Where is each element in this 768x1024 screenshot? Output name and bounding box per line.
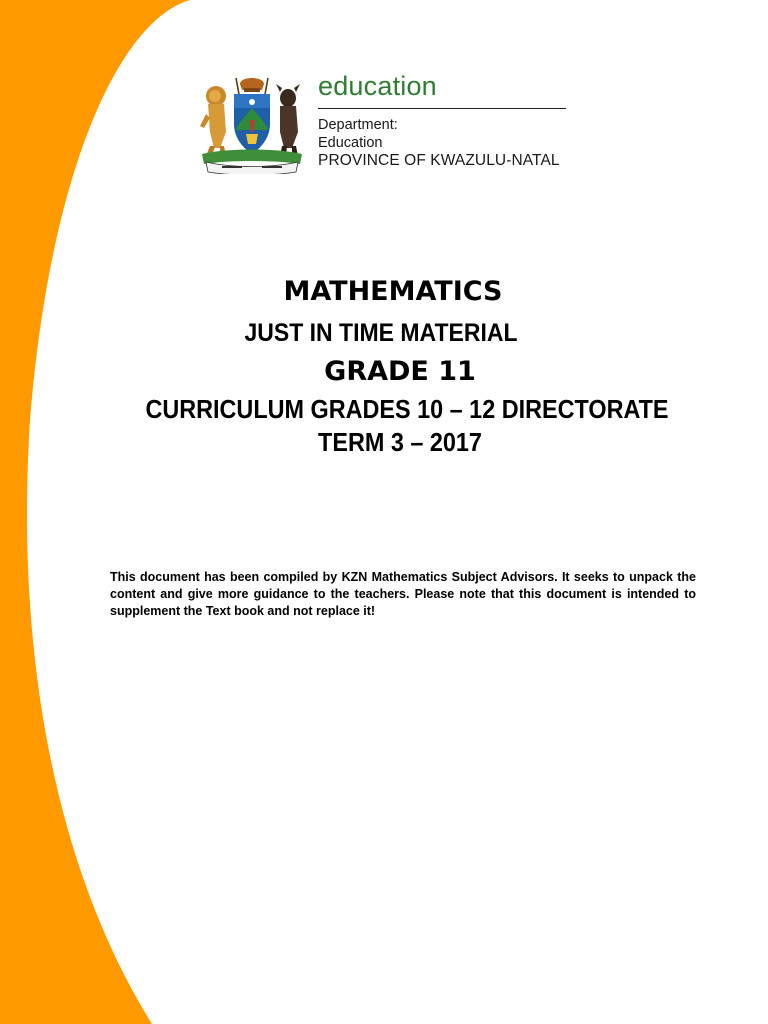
- directorate-heading: CURRICULUM GRADES 10 – 12 DIRECTORATE: [145, 394, 669, 424]
- term-heading: TERM 3 – 2017: [318, 427, 482, 457]
- logo-province-label: PROVINCE OF KWAZULU-NATAL: [318, 152, 560, 169]
- logo-wordmark: education: [318, 71, 437, 101]
- kzn-coat-of-arms-icon: [196, 74, 308, 174]
- subject-title: MATHEMATICS: [283, 276, 503, 307]
- intro-paragraph: This document has been compiled by KZN Mathematics Subject Advisors. It seeks to unpack the content and give more guidance to the teachers. Please note that this document is intended to supplement the Text book and not replace it!: [110, 570, 696, 618]
- department-logo: [196, 60, 604, 186]
- logo-divider: [318, 108, 566, 109]
- logo-education-label: Education: [318, 135, 383, 151]
- grade-heading: GRADE 11: [324, 356, 476, 387]
- cover-title-block: [80, 270, 720, 458]
- logo-text-block: [318, 70, 604, 170]
- logo-department-label: Department:: [318, 117, 398, 133]
- material-subtitle: JUST IN TIME MATERIAL: [244, 319, 518, 347]
